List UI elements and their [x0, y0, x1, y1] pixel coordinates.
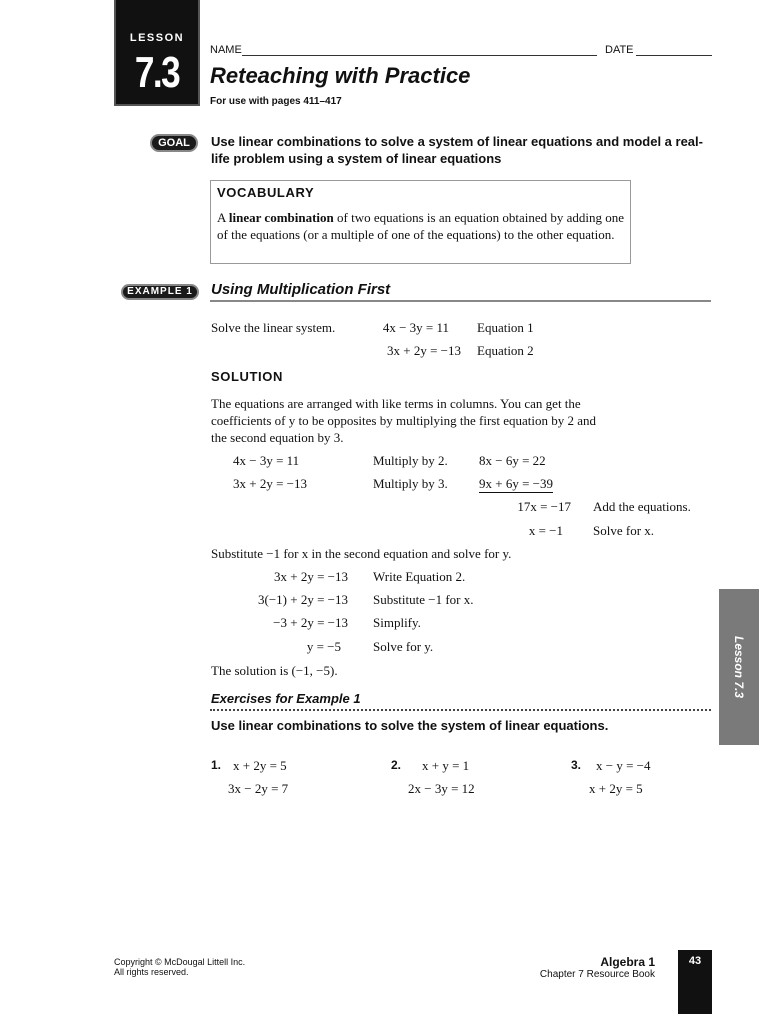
system-label-2: Equation 2 [477, 343, 534, 358]
multiplied-equation-1: 8x − 6y = 22 [479, 453, 546, 468]
x-solution: x = −1 [528, 523, 563, 538]
exercises-instructions: Use linear combinations to solve the system of linear equations. [211, 718, 609, 733]
lesson-badge [114, 0, 200, 106]
exercise-2-eq2: 2x − 3y = 12 [408, 781, 475, 796]
pages-note: For use with pages 411–417 [210, 96, 342, 107]
sub-step-1: 3x + 2y = −13 [274, 569, 348, 584]
exercise-2-eq1: x + y = 1 [422, 758, 470, 773]
sub-note-4: Solve for y. [373, 639, 434, 654]
sub-note-2: Substitute −1 for x. [373, 592, 474, 607]
sub-note-1: Write Equation 2. [373, 569, 466, 584]
multiply-action-1: Multiply by 2. [373, 453, 448, 468]
multiply-action-2: Multiply by 3. [373, 476, 448, 491]
vocabulary-definition-text: of two equations is an equation obtained by adding one of the equations (or a multiple of one of the equations) to the other equation. [217, 210, 625, 242]
side-tab-label: Lesson 7.3 [732, 635, 746, 699]
exercises-divider [210, 709, 711, 711]
page-title: Reteaching with Practice [210, 63, 471, 88]
orig-equation-1: 4x − 3y = 11 [233, 453, 300, 468]
copyright-line-2: All rights reserved. [114, 967, 189, 977]
goal-badge: GOAL [150, 134, 198, 152]
exercise-3-eq1: x − y = −4 [596, 758, 651, 773]
vocabulary-definition [217, 209, 627, 243]
substitute-line: Substitute −1 for x in the second equation and solve for y. [211, 546, 512, 561]
exercise-1-eq1: x + 2y = 5 [233, 758, 287, 773]
system-equation-1: 4x − 3y = 11 [382, 320, 449, 335]
solution-paragraph: The equations are arranged with like terms in columns. You can get the coefficients of y to be opposites by multiplying the first equation by 2 and the second equation by 3. [211, 396, 596, 445]
vocabulary-intro: A [217, 210, 229, 225]
vocabulary-title: VOCABULARY [217, 185, 315, 200]
name-date-row [210, 44, 712, 58]
date-field-line[interactable] [636, 55, 712, 56]
multiplied-equation-2: 9x + 6y = −39 [479, 476, 553, 491]
system-equation-2: 3x + 2y = −13 [387, 343, 461, 358]
lesson-number: 7.3 [134, 48, 180, 97]
lesson-label: LESSON [129, 32, 185, 44]
example-badge: EXAMPLE 1 [121, 284, 199, 300]
sub-step-3: −3 + 2y = −13 [273, 615, 348, 630]
sub-note-3: Simplify. [373, 615, 421, 630]
name-label: NAME [210, 44, 242, 56]
exercise-number-1: 1. [211, 758, 222, 772]
example-divider [210, 300, 711, 302]
exercise-number-2: 2. [391, 758, 402, 772]
book-title: Algebra 1 [600, 955, 655, 969]
exercise-1-eq2: 3x − 2y = 7 [228, 781, 289, 796]
copyright-line-1: Copyright © McDougal Littell Inc. [114, 957, 246, 967]
vocabulary-term: linear combination [228, 210, 334, 225]
x-solution-note: Solve for x. [593, 523, 655, 538]
exercises-header: Exercises for Example 1 [211, 691, 361, 706]
page-number: 43 [678, 950, 712, 1014]
example-prompt: Solve the linear system. [211, 320, 336, 335]
solution-title: SOLUTION [211, 369, 283, 384]
example-title: Using Multiplication First [211, 281, 391, 298]
exercise-3-eq2: x + 2y = 5 [589, 781, 643, 796]
goal-text: Use linear combinations to solve a system of linear equations and model a real-life problem using a system of linear equations [211, 134, 703, 166]
date-label: DATE [605, 44, 634, 56]
sub-step-2: 3(−1) + 2y = −13 [258, 592, 348, 607]
orig-equation-2: 3x + 2y = −13 [233, 476, 307, 491]
system-label-1: Equation 1 [477, 320, 534, 335]
vocabulary-box [210, 180, 631, 264]
sub-step-4: y = −5 [306, 639, 341, 654]
solution-conclusion: The solution is (−1, −5). [211, 663, 338, 678]
copyright [114, 957, 245, 977]
name-field-line[interactable] [242, 55, 597, 56]
sum-note: Add the equations. [593, 499, 691, 514]
sum-equation: 17x = −17 [517, 499, 571, 514]
resource-book: Chapter 7 Resource Book [539, 969, 655, 980]
lesson-side-tab [719, 589, 759, 745]
exercise-number-3: 3. [571, 758, 582, 772]
